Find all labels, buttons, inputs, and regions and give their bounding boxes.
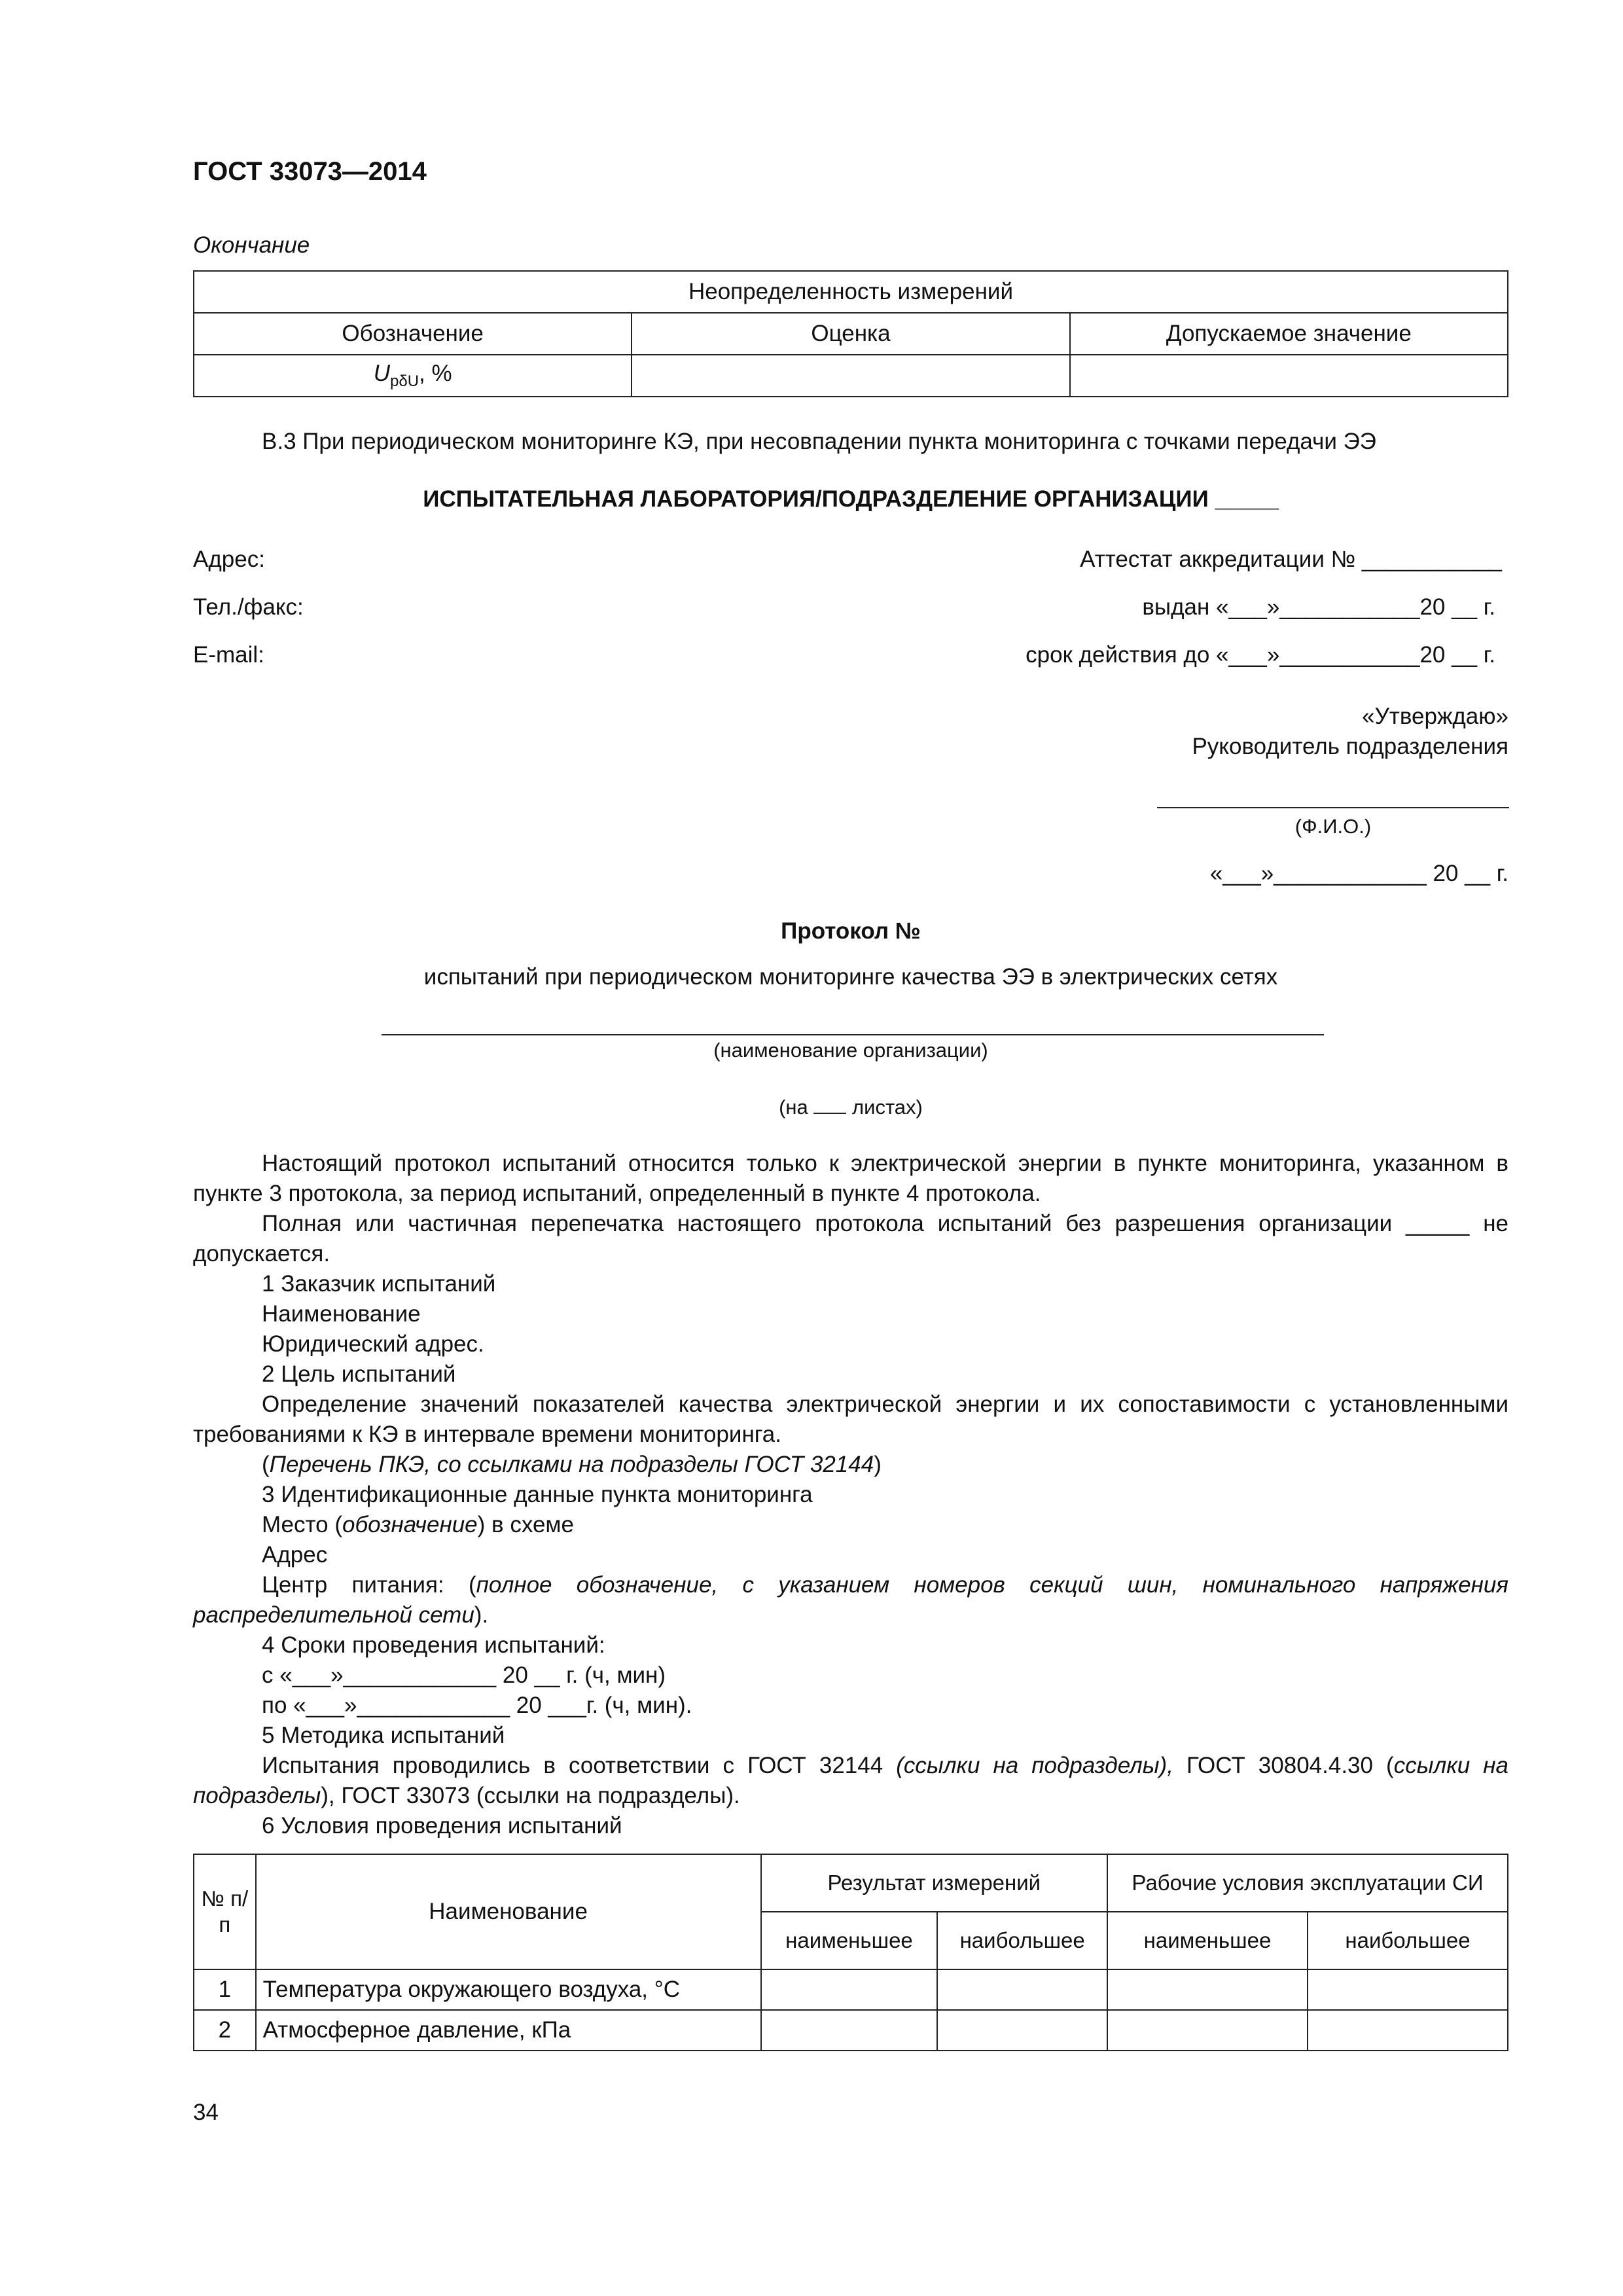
document-page — [193, 0, 1508, 2296]
row-cell — [1308, 2010, 1508, 2051]
protocol-subtitle: испытаний при периодическом мониторинге качества ЭЭ в электрических сетях — [423, 964, 1278, 990]
protocol-body — [193, 1149, 1508, 1841]
sheets-post: листах) — [852, 1096, 923, 1119]
item-3-place: Место (обозначение) в схеме — [262, 1512, 574, 1537]
header-num: № п/п — [194, 1854, 256, 1969]
estimate-value — [632, 355, 1069, 397]
page-number: 34 — [193, 2100, 219, 2125]
row-cell — [761, 1969, 938, 2010]
approve-role: Руководитель подразделения — [1192, 734, 1508, 759]
organization-line — [382, 1034, 1324, 1035]
row-cell — [1308, 1969, 1508, 2010]
item-1-address: Юридический адрес. — [262, 1331, 484, 1357]
table-row — [194, 1969, 1508, 2010]
approve-word: «Утверждаю» — [1362, 704, 1508, 729]
sheets-pre: (на — [779, 1096, 808, 1119]
conditions-table — [193, 1854, 1508, 2051]
item-3-identification: 3 Идентификационные данные пункта мониторинга — [262, 1482, 813, 1507]
accreditation-issued: выдан «___»___________20 __ г. — [1142, 594, 1495, 620]
sheets-count — [193, 1092, 1508, 1121]
symbol-sub: pδU — [389, 372, 419, 390]
col-allowed: Допускаемое значение — [1070, 313, 1508, 355]
address-label: Адрес: — [193, 547, 265, 572]
item-2-text: Определение значений показателей качества электрической энергии и их сопоставимости с установленными требованиями к КЭ в интервале времени мониторинга. — [193, 1391, 1508, 1447]
col-estimate: Оценка — [632, 313, 1069, 355]
uncertainty-caption: Неопределенность измерений — [194, 271, 1508, 313]
row-name: Температура окружающего воздуха, °С — [256, 1969, 761, 2010]
sheets-blank — [813, 1092, 846, 1114]
lab-title: ИСПЫТАТЕЛЬНАЯ ЛАБОРАТОРИЯ/ПОДРАЗДЕЛЕНИЕ ОРГАНИЗАЦИИ _____ — [423, 486, 1279, 512]
paragraph-scope: Настоящий протокол испытаний относится только к электрической энергии в пункте мониторинга, указанном в пункте 3 протокола, за период испытаний, определенный в пункте 4 протокола. — [193, 1151, 1508, 1206]
symbol-u: U — [373, 361, 390, 386]
item-2-list: (Перечень ПКЭ, со ссылками на подразделы ГОСТ 32144) — [262, 1452, 882, 1477]
item-4-to: по «___»____________ 20 ___г. (ч, мин). — [262, 1693, 692, 1718]
paragraph-reprint: Полная или частичная перепечатка настоящего протокола испытаний без разрешения организации _____ не допускается. — [193, 1211, 1508, 1266]
header-result-max: наибольшее — [937, 1912, 1107, 1969]
row-num: 1 — [194, 1969, 256, 2010]
row-cell — [1107, 2010, 1308, 2051]
symbol-unit: , % — [419, 361, 452, 386]
row-cell — [761, 2010, 938, 2051]
item-1-name: Наименование — [262, 1301, 421, 1327]
header-result-min: наименьшее — [761, 1912, 938, 1969]
section-b3: В.3 При периодическом мониторинге КЭ, при несовпадении пункта мониторинга с точками передачи ЭЭ — [262, 429, 1376, 454]
uncertainty-table — [193, 270, 1508, 397]
item-5-text: Испытания проводились в соответствии с ГОСТ 32144 (ссылки на подразделы), ГОСТ 30804.4.30 (ссылки на подразделы), ГОСТ 33073 (ссылки на подразделы). — [193, 1753, 1508, 1808]
header-name: Наименование — [256, 1854, 761, 1969]
row-num: 2 — [194, 2010, 256, 2051]
item-5-method: 5 Методика испытаний — [262, 1723, 505, 1748]
standard-title: ГОСТ 33073—2014 — [193, 157, 427, 186]
row-cell — [937, 1969, 1107, 2010]
fio-caption: (Ф.И.О.) — [1294, 815, 1372, 838]
row-cell — [937, 2010, 1107, 2051]
row-cell — [1107, 1969, 1308, 2010]
item-1-customer: 1 Заказчик испытаний — [262, 1271, 496, 1297]
item-4-from: с «___»____________ 20 __ г. (ч, мин) — [262, 1662, 666, 1688]
accreditation-valid: срок действия до «___»___________20 __ г. — [1026, 642, 1495, 668]
header-result: Результат измерений — [761, 1854, 1107, 1912]
item-6-conditions: 6 Условия проведения испытаний — [262, 1813, 622, 1839]
table-row — [194, 2010, 1508, 2051]
header-working-max: наибольшее — [1308, 1912, 1508, 1969]
approve-date: «___»____________ 20 __ г. — [1209, 861, 1508, 886]
protocol-title: Протокол № — [781, 918, 921, 944]
item-3-address: Адрес — [262, 1542, 328, 1568]
signature-line — [1157, 807, 1509, 808]
organization-caption: (наименование организации) — [713, 1039, 988, 1062]
continuation-label: Окончание — [193, 232, 310, 258]
item-4-dates: 4 Сроки проведения испытаний: — [262, 1632, 605, 1658]
header-working: Рабочие условия эксплуатации СИ — [1107, 1854, 1508, 1912]
item-3-center: Центр питания: (полное обозначение, с указанием номеров секций шин, номинального напряжения распределительной сети). — [193, 1572, 1509, 1628]
row-name: Атмосферное давление, кПа — [256, 2010, 761, 2051]
phone-label: Тел./факс: — [193, 594, 304, 620]
allowed-value — [1070, 355, 1508, 397]
item-2-goal: 2 Цель испытаний — [262, 1361, 456, 1387]
uncertainty-symbol-cell — [194, 355, 632, 397]
accreditation-number: Аттестат аккредитации № ___________ — [1080, 547, 1502, 572]
email-label: E-mail: — [193, 642, 264, 668]
col-designation: Обозначение — [194, 313, 632, 355]
header-working-min: наименьшее — [1107, 1912, 1308, 1969]
